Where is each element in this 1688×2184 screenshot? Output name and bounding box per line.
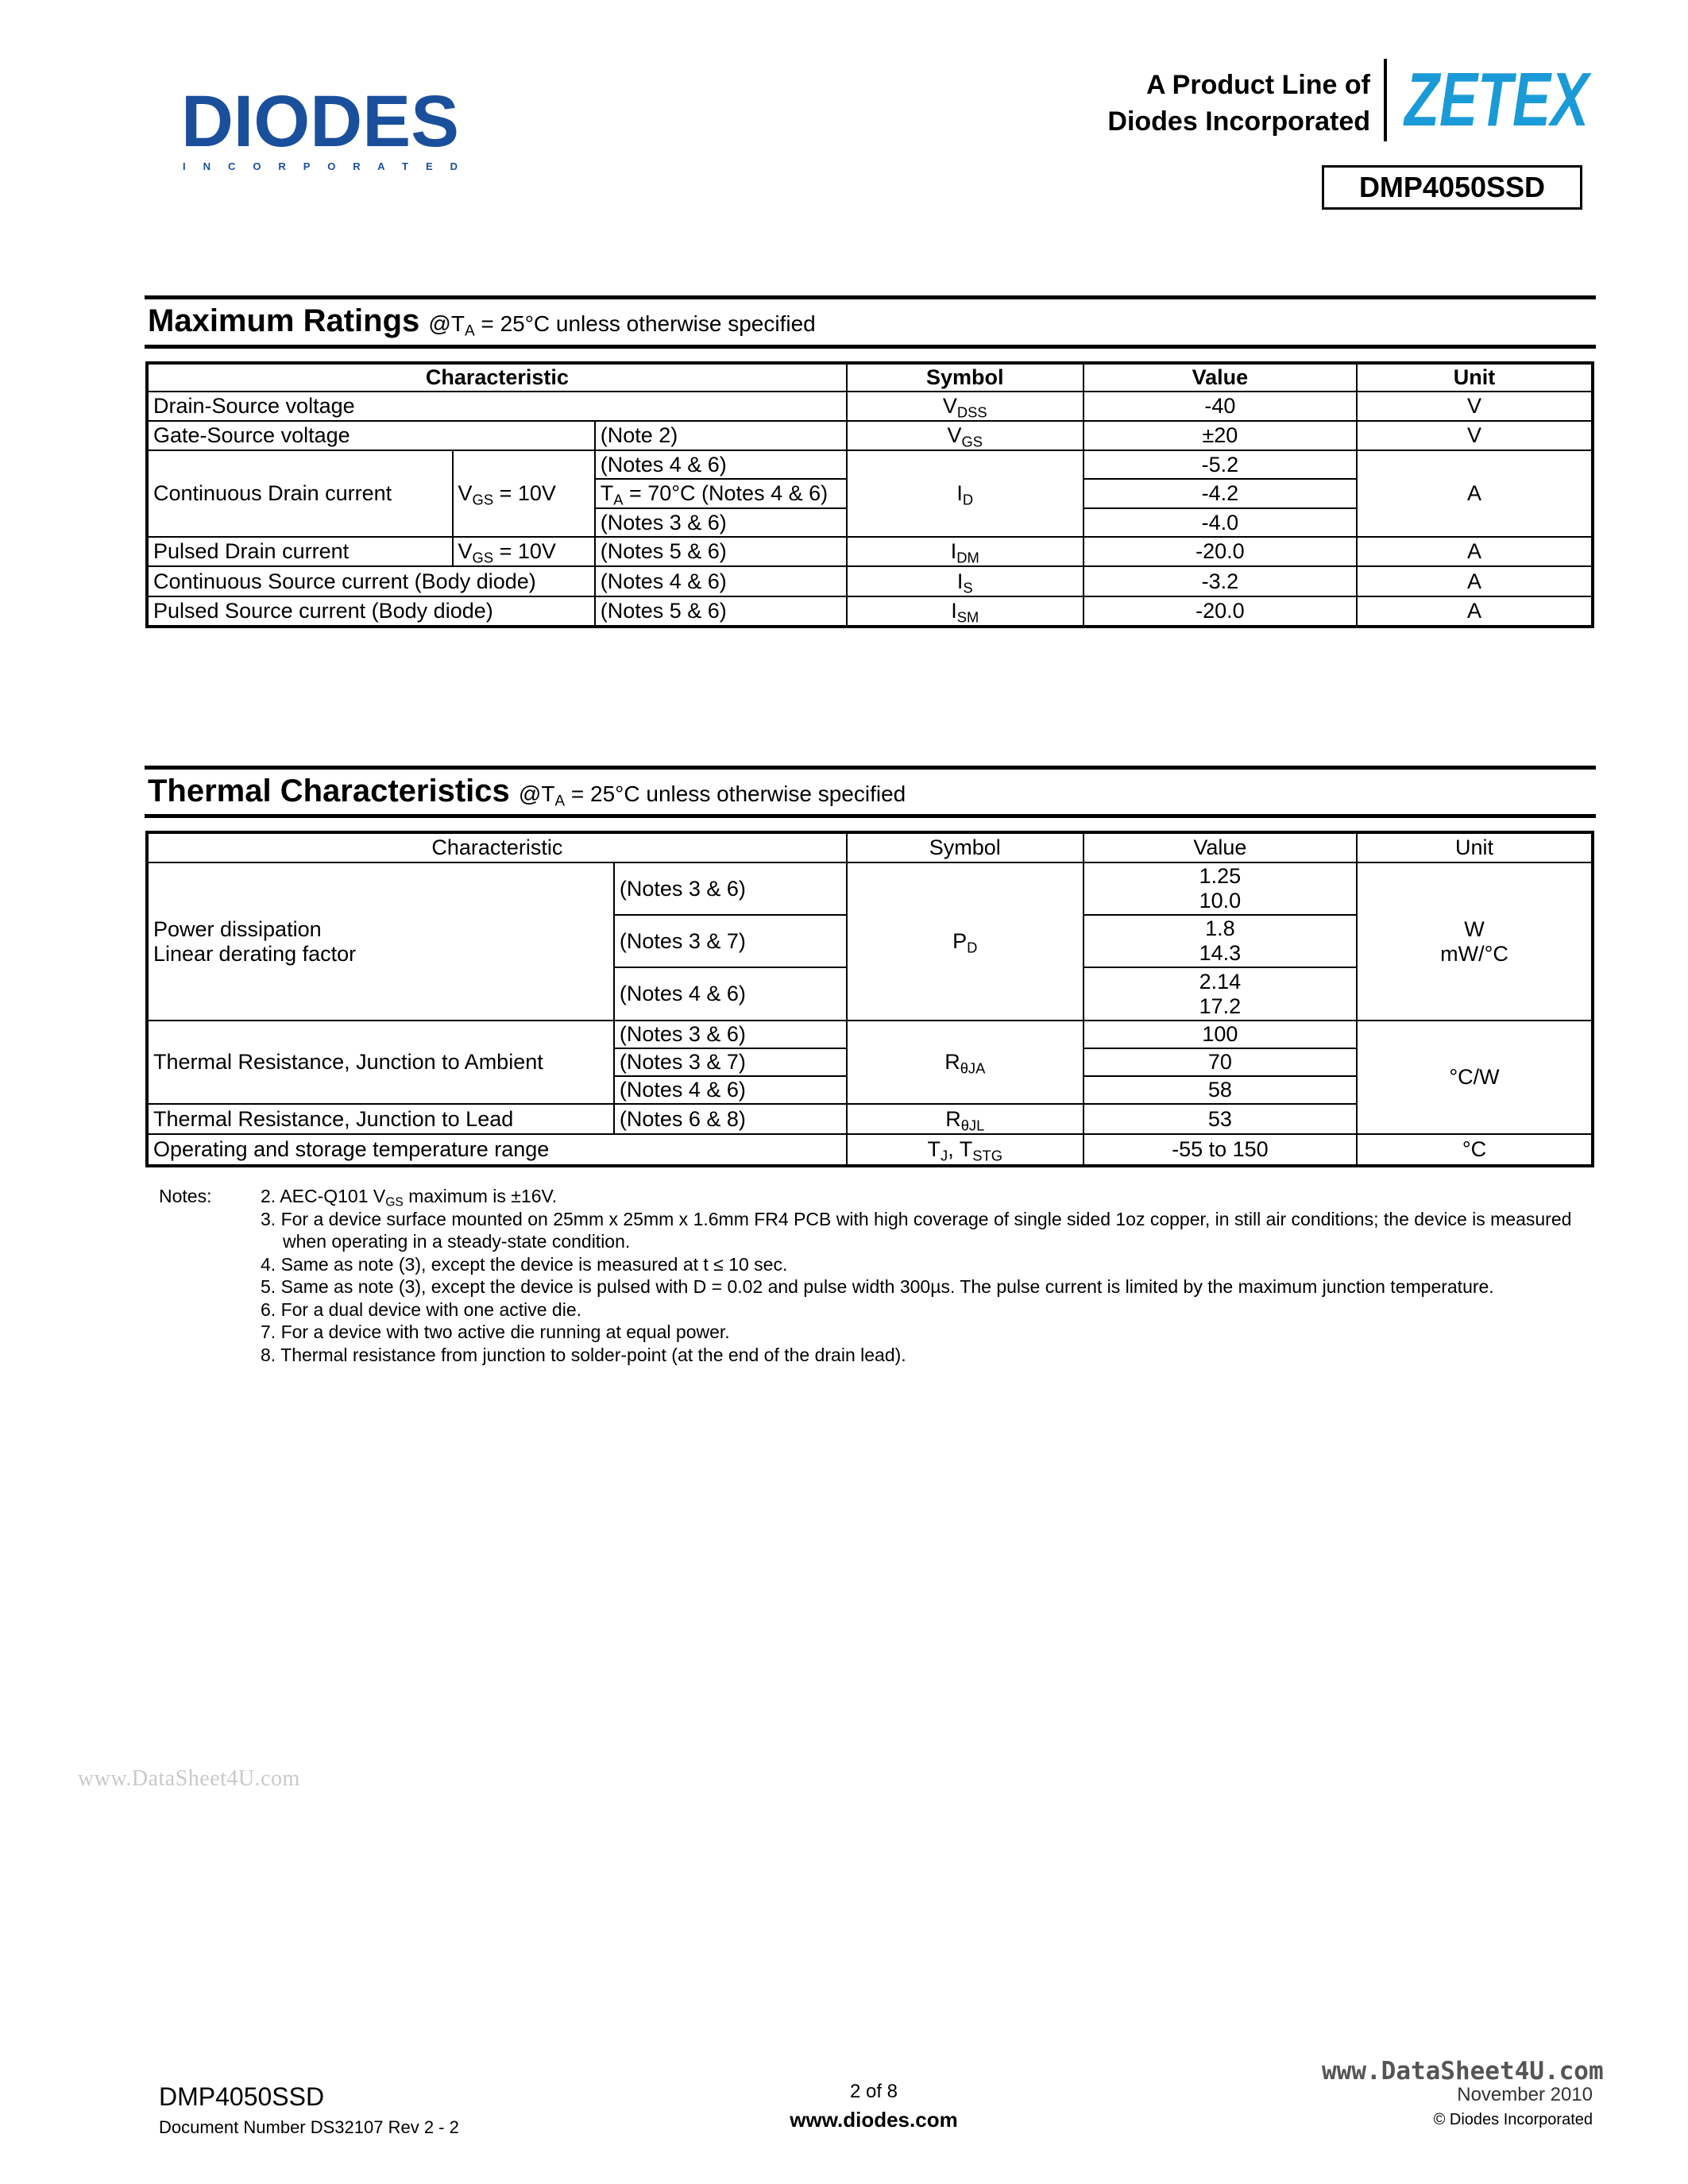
max-ratings-heading: Maximum Ratings — [148, 303, 420, 338]
footer-document-number: Document Number DS32107 Rev 2 - 2 — [159, 2117, 459, 2137]
header-divider — [1384, 59, 1387, 141]
footer-watermark: www.DataSheet4U.com — [1322, 2057, 1604, 2086]
diodes-logo — [181, 81, 475, 176]
cell-characteristic: Thermal Resistance, Junction to Ambient — [147, 1021, 614, 1104]
cell-symbol: $R_{\theta JA}$ — [847, 1021, 1083, 1104]
cell-unit: A — [1357, 566, 1593, 596]
cell-characteristic: Continuous Drain current — [147, 450, 453, 537]
cell-value: 58 — [1083, 1076, 1357, 1104]
watermark-text: www.DataSheet4U.com — [78, 1766, 300, 1791]
cell-characteristic: Pulsed Drain current — [147, 537, 453, 566]
table-row — [147, 862, 1593, 915]
cell-value: -5.2 — [1083, 450, 1357, 479]
cell-characteristic: Gate-Source voltage — [147, 421, 595, 450]
cell-value: ±20 — [1083, 421, 1357, 450]
cell-condition: $V_{GS} = 10V$ — [453, 450, 595, 537]
cell-characteristic: Pulsed Source current (Body diode) — [147, 596, 595, 627]
cell-value: 70 — [1083, 1048, 1357, 1076]
section-rule-top — [145, 766, 1596, 770]
cell-note: (Notes 3 & 6) — [614, 862, 847, 915]
max-ratings-condition: $@T_A = 25^\circ C$ unless otherwise specified — [428, 311, 816, 340]
note-item: 4. Same as note (3), except the device is measured at t ≤ 10 sec. — [261, 1253, 788, 1275]
zetex-logo — [1398, 57, 1593, 142]
diodes-logo-subtext: I N C O R P O R A T E D — [183, 160, 458, 172]
thermal-title — [148, 774, 906, 809]
cell-characteristic: Operating and storage temperature range — [147, 1134, 847, 1166]
product-line-text — [1107, 67, 1370, 140]
cell-note: (Notes 6 & 8) — [614, 1104, 847, 1134]
cell-symbol: $I_D$ — [847, 450, 1083, 537]
notes-label: Notes: — [159, 1186, 212, 1206]
col-header-unit: Unit — [1357, 832, 1593, 862]
table-header-row — [147, 832, 1593, 862]
cell-note: (Notes 4 & 6) — [614, 1076, 847, 1104]
cell-symbol: $V_{GS}$ — [847, 421, 1083, 450]
cell-symbol: $P_D$ — [847, 862, 1083, 1021]
linear-derating-label: Linear derating factor — [153, 941, 357, 966]
thermal-condition: $@T_A = 25^\circ C$ unless otherwise specified — [518, 781, 906, 810]
cell-value: 53 — [1083, 1104, 1357, 1134]
footer-website-link[interactable]: www.diodes.com — [790, 2108, 958, 2132]
notes-list — [261, 1185, 1595, 1366]
cell-unit: V — [1357, 392, 1593, 421]
table-row — [147, 392, 1593, 421]
cell-note: $T_A = 70^\circ C$ (Notes 4 & 6) — [595, 479, 847, 508]
cell-symbol: $I_{SM}$ — [847, 596, 1083, 627]
cell-note: (Notes 3 & 6) — [595, 508, 847, 537]
cell-note: (Notes 4 & 6) — [595, 566, 847, 596]
section-rule-bottom — [145, 814, 1596, 818]
product-line-2: Diodes Incorporated — [1107, 106, 1370, 137]
cell-unit: A — [1357, 450, 1593, 537]
cell-value: 1.25 10.0 — [1083, 862, 1357, 915]
col-header-characteristic: Characteristic — [147, 832, 847, 862]
cell-characteristic: Thermal Resistance, Junction to Lead — [147, 1104, 614, 1134]
cell-note: (Notes 4 & 6) — [614, 967, 847, 1021]
cell-note: (Notes 5 & 6) — [595, 596, 847, 627]
col-header-symbol: Symbol — [847, 832, 1083, 862]
table-header-row — [147, 363, 1593, 392]
table-row — [147, 596, 1593, 627]
cell-value: -4.0 — [1083, 508, 1357, 537]
product-line-1: A Product Line of — [1145, 70, 1370, 100]
col-header-symbol: Symbol — [847, 363, 1083, 392]
footer-page-number: 2 of 8 — [849, 2081, 898, 2102]
cell-characteristic — [147, 862, 614, 1021]
table-row — [147, 1134, 1593, 1166]
cell-value: -4.2 — [1083, 479, 1357, 508]
table-row — [147, 421, 1593, 450]
cell-unit: A — [1357, 537, 1593, 566]
note-item: 8. Thermal resistance from junction to solder-point (at the end of the drain lead). — [261, 1344, 906, 1365]
note-item: 5. Same as note (3), except the device is pulsed with D = 0.02 and pulse width 300µs. The pulse current is limited by the maximum junction temperature. — [261, 1276, 1494, 1297]
col-header-unit: Unit — [1357, 363, 1593, 392]
cell-note: (Notes 5 & 6) — [595, 537, 847, 566]
cell-note: (Notes 3 & 6) — [614, 1021, 847, 1048]
cell-value: -40 — [1083, 392, 1357, 421]
cell-symbol: $I_S$ — [847, 566, 1083, 596]
section-rule-bottom — [145, 345, 1596, 349]
cell-value: -3.2 — [1083, 566, 1357, 596]
cell-value: 1.8 14.3 — [1083, 915, 1357, 967]
max-ratings-title — [148, 303, 816, 339]
cell-note: (Notes 3 & 7) — [614, 915, 847, 967]
cell-value: 100 — [1083, 1021, 1357, 1048]
cell-unit: V — [1357, 421, 1593, 450]
cell-unit: °C/W — [1357, 1021, 1593, 1134]
thermal-heading: Thermal Characteristics — [148, 774, 510, 808]
cell-symbol: $T_J$, $T_{STG}$ — [847, 1134, 1083, 1166]
note-item: 7. For a device with two active die running at equal power. — [261, 1322, 730, 1342]
note-item: 2. AEC-Q101 $V_{GS}$ maximum is ±16V. — [261, 1186, 558, 1210]
diodes-logo-text: DIODES — [181, 81, 459, 162]
cell-unit: W mW/°C — [1357, 862, 1593, 1021]
cell-value: -55 to 150 — [1083, 1134, 1357, 1166]
cell-value: -20.0 — [1083, 537, 1357, 566]
col-header-value: Value — [1083, 363, 1357, 392]
cell-symbol: $I_{DM}$ — [847, 537, 1083, 566]
footer-part-number: DMP4050SSD — [159, 2082, 325, 2111]
cell-condition: $V_{GS} = 10V$ — [453, 537, 595, 566]
max-ratings-table — [145, 361, 1594, 628]
cell-unit: A — [1357, 596, 1593, 627]
part-number-box: DMP4050SSD — [1322, 165, 1582, 210]
cell-note: (Note 2) — [595, 421, 847, 450]
cell-symbol: $V_{DSS}$ — [847, 392, 1083, 421]
table-row — [147, 1021, 1593, 1048]
note-item: 6. For a dual device with one active die. — [261, 1298, 582, 1320]
col-header-characteristic: Characteristic — [147, 363, 847, 392]
table-row — [147, 537, 1593, 566]
cell-characteristic: Drain-Source voltage — [147, 392, 847, 421]
cell-symbol: $R_{\theta JL}$ — [847, 1104, 1083, 1134]
col-header-value: Value — [1083, 832, 1357, 862]
section-rule-top — [145, 295, 1596, 299]
thermal-table — [145, 831, 1594, 1167]
footer-copyright: © Diodes Incorporated — [1433, 2111, 1593, 2128]
power-dissipation-label: Power dissipation — [153, 916, 322, 941]
cell-value: 2.14 17.2 — [1083, 967, 1357, 1021]
table-row — [147, 450, 1593, 479]
zetex-logo-text: ZETEX — [1402, 57, 1592, 142]
footer-date: November 2010 — [1457, 2084, 1593, 2105]
cell-note: (Notes 4 & 6) — [595, 450, 847, 479]
cell-unit: °C — [1357, 1134, 1593, 1166]
cell-note: (Notes 3 & 7) — [614, 1048, 847, 1076]
table-row — [147, 566, 1593, 596]
cell-value: -20.0 — [1083, 596, 1357, 627]
cell-characteristic: Continuous Source current (Body diode) — [147, 566, 595, 596]
note-item: 3. For a device surface mounted on 25mm x 25mm x 1.6mm FR4 PCB with high coverage of single sided 1oz copper, in still air conditions; the device is measured when operating in a steady-state condition. — [261, 1208, 1572, 1252]
